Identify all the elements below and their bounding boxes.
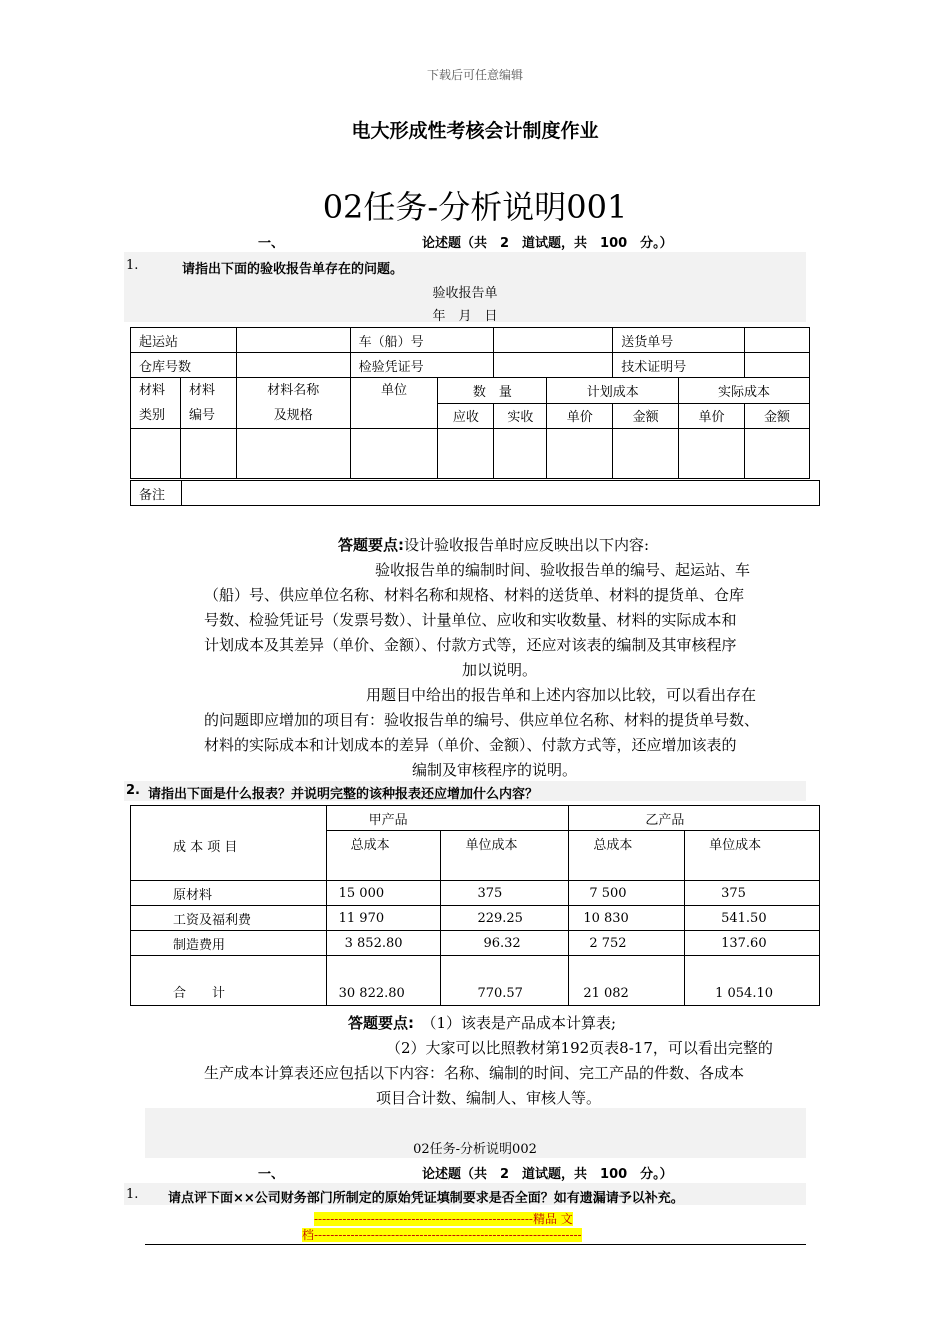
- row-value: 229.25: [441, 906, 569, 931]
- row-label: 原材料: [131, 881, 327, 906]
- header-text: 及规格: [273, 408, 313, 423]
- question-number: 2.: [126, 783, 140, 798]
- form-date: 年 月 日: [432, 309, 498, 324]
- empty-cell: [131, 429, 181, 479]
- header-plan-unit-price: 单价: [547, 403, 613, 429]
- answer-text: 设计验收报告单时应反映出以下内容:: [404, 536, 650, 554]
- header-plan-amount: 金额: [613, 403, 679, 429]
- cell-origin-value: [236, 328, 350, 353]
- answer-line: 用题目中给出的报告单和上述内容加以比较，可以看出存在: [366, 686, 757, 704]
- remark-value: [182, 481, 820, 506]
- section-number: 一、: [258, 236, 285, 251]
- sub-header: 总成本: [326, 831, 441, 856]
- question-text: 请指出下面是什么报表？并说明完整的该种报表还应增加什么内容？: [148, 787, 539, 802]
- product-a-header: 甲产品: [326, 806, 569, 831]
- answer-line: 加以说明。: [462, 661, 538, 679]
- cell-delivery-value: [745, 328, 810, 353]
- question-text: 请点评下面××公司财务部门所制定的原始凭证填制要求是否全面？如有遗漏请予以补充。: [168, 1191, 684, 1206]
- empty-cell: [745, 429, 810, 479]
- cost-item-header: 成 本 项 目: [131, 806, 327, 881]
- cell-vehicle-label: 车（船）号: [350, 328, 494, 353]
- answer-line: 材料的实际成本和计划成本的差异（单价、金额）、付款方式等，还应增加该表的: [204, 736, 737, 754]
- table-row: [131, 906, 820, 931]
- header-material-code: [180, 378, 236, 429]
- row-value: 7 500: [569, 881, 685, 906]
- header-text: 材料: [188, 383, 215, 398]
- header-planned-cost: 计划成本: [547, 378, 679, 404]
- answer-line: [338, 533, 649, 558]
- cell-tech-label: 技术证明号: [613, 353, 745, 378]
- cell-vehicle-value: [494, 328, 613, 353]
- empty-cell: [236, 429, 350, 479]
- sub-header: 单位成本: [685, 831, 820, 856]
- empty-cell: [679, 429, 745, 479]
- empty-cell: [326, 856, 441, 881]
- answer-line: 编制及审核程序的说明。: [412, 761, 578, 779]
- task-title: 02任务-分析说明001: [322, 188, 628, 226]
- row-value: 375: [685, 881, 820, 906]
- empty-cell: [180, 429, 236, 479]
- cell-warehouse-value: [236, 353, 350, 378]
- question-text: 请指出下面的验收报告单存在的问题。: [182, 262, 404, 277]
- receipt-form-table: [130, 327, 810, 479]
- footer-line-2: [302, 1227, 582, 1243]
- cell-origin-label: 起运站: [131, 328, 237, 353]
- row-label: 工资及福利费: [131, 906, 327, 931]
- row-value: 10 830: [569, 906, 685, 931]
- form-title: 验收报告单: [432, 286, 498, 301]
- answer-line: 项目合计数、编制人、审核人等。: [376, 1089, 602, 1107]
- section-heading: 论述题（共 2 道试题，共 100 分。）: [422, 1167, 673, 1182]
- answer-line: 号数、检验凭证号（发票号数）、计量单位、应收和实收数量、材料的实际成本和: [204, 611, 737, 629]
- empty-cell: [547, 429, 613, 479]
- header-receivable: 应收: [438, 403, 494, 429]
- row-value: 15 000: [326, 881, 441, 906]
- remark-label: 备注: [131, 481, 182, 506]
- footer-text: ------------------------------------------------------精品 文: [314, 1212, 573, 1226]
- header-unit: 单位: [350, 378, 438, 429]
- empty-cell: [685, 856, 820, 881]
- cost-table: [130, 805, 820, 1006]
- empty-cell: [438, 429, 494, 479]
- cell-inspection-label: 检验凭证号: [350, 353, 494, 378]
- empty-cell: [494, 429, 547, 479]
- answer-line: 生产成本计算表还应包括以下内容：名称、编制的时间、完工产品的件数、各成本: [204, 1064, 745, 1082]
- row-value: 11 970: [326, 906, 441, 931]
- product-b-header: 乙产品: [569, 806, 820, 831]
- answer-text: （1）该表是产品成本计算表;: [429, 1014, 617, 1032]
- header-text: 材料: [139, 383, 166, 398]
- empty-cell: [441, 856, 569, 881]
- answer-label: 答题要点:: [348, 1014, 414, 1032]
- table-row: [131, 931, 820, 956]
- answer-label: 答题要点:: [338, 536, 404, 554]
- footer-rule: [145, 1244, 806, 1245]
- header-text: 类别: [139, 408, 166, 423]
- header-material-name: [236, 378, 350, 429]
- cell-inspection-value: [494, 353, 613, 378]
- header-received: 实收: [494, 403, 547, 429]
- answer-line: （2）大家可以比照教材第192页表8-17，可以看出完整的: [386, 1039, 773, 1057]
- row-value: 541.50: [685, 906, 820, 931]
- row-value: 1 054.10: [685, 956, 820, 1006]
- question-number: 1.: [126, 258, 139, 273]
- footer-text: 档------------------------------------------------------------------: [302, 1228, 582, 1242]
- header-quantity: 数 量: [438, 378, 547, 404]
- answer-line: 验收报告单的编制时间、验收报告单的编号、起运站、车: [375, 561, 751, 579]
- row-value: 375: [441, 881, 569, 906]
- header-actual-unit-price: 单价: [679, 403, 745, 429]
- answer-line: [348, 1011, 616, 1036]
- task-title-2: 02任务-分析说明002: [413, 1142, 537, 1157]
- question-number: 1.: [126, 1187, 139, 1202]
- document-title: 电大形成性考核会计制度作业: [351, 120, 599, 142]
- row-value: 770.57: [441, 956, 569, 1006]
- row-value: 30 822.80: [326, 956, 441, 1006]
- row-value: 96.32: [441, 931, 569, 956]
- section-heading: 论述题（共 2 道试题，共 100 分。）: [422, 236, 673, 251]
- sub-header: 单位成本: [441, 831, 569, 856]
- footer-line-1: [314, 1211, 573, 1227]
- row-value: 2 752: [569, 931, 685, 956]
- cell-tech-value: [745, 353, 810, 378]
- empty-cell: [569, 856, 685, 881]
- header-actual-amount: 金额: [745, 403, 810, 429]
- row-value: 21 082: [569, 956, 685, 1006]
- row-label: 合 计: [131, 956, 327, 1006]
- row-value: 3 852.80: [326, 931, 441, 956]
- empty-cell: [613, 429, 679, 479]
- header-text: 编号: [188, 408, 215, 423]
- header-text: 材料名称: [267, 383, 320, 398]
- header-actual-cost: 实际成本: [679, 378, 810, 404]
- sub-header: 总成本: [569, 831, 685, 856]
- answer-line: （船）号、供应单位名称、材料名称和规格、材料的送货单、材料的提货单、仓库: [204, 586, 745, 604]
- table-row: [131, 881, 820, 906]
- table-row: [131, 956, 820, 1006]
- cell-delivery-label: 送货单号: [613, 328, 745, 353]
- answer-line: 计划成本及其差异（单价、金额）、付款方式等，还应对该表的编制及其审核程序: [204, 636, 737, 654]
- cell-warehouse-label: 仓库号数: [131, 353, 237, 378]
- answer-line: 的问题即应增加的项目有：验收报告单的编号、供应单位名称、材料的提货单号数、: [204, 711, 760, 729]
- empty-cell: [350, 429, 438, 479]
- header-material-category: [131, 378, 181, 429]
- section-number: 一、: [258, 1167, 285, 1182]
- remark-row: [130, 480, 820, 506]
- page-header: 下载后可任意编辑: [426, 68, 523, 82]
- row-label: 制造费用: [131, 931, 327, 956]
- row-value: 137.60: [685, 931, 820, 956]
